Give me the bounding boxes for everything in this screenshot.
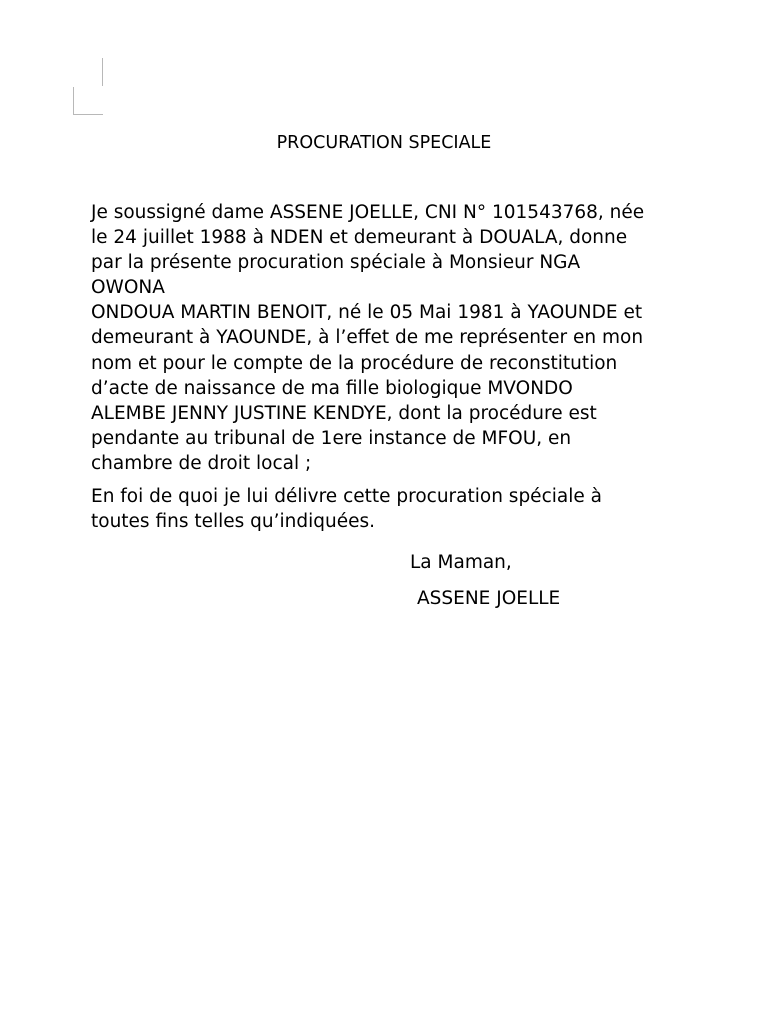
- text-line: pendante au tribunal de 1ere instance de MFOU, en: [91, 427, 572, 449]
- text-line: d’acte de naissance de ma fille biologique MVONDO: [91, 377, 573, 399]
- text-line: OWONA: [91, 277, 165, 299]
- text-line: nom et pour le compte de la procédure de reconstitution: [91, 352, 618, 374]
- crop-mark-line: [73, 87, 74, 114]
- crop-mark-line: [102, 58, 103, 86]
- paragraph-2: [91, 484, 651, 534]
- text-line: En foi de quoi je lui délivre cette procuration spéciale à: [91, 486, 602, 508]
- text-line: par la présente procuration spéciale à Monsieur NGA: [91, 252, 581, 274]
- crop-mark-line: [73, 114, 103, 115]
- text-line: le 24 juillet 1988 à NDEN et demeurant à DOUALA, donne: [91, 227, 628, 249]
- document-body: [91, 200, 651, 534]
- text-line: chambre de droit local ;: [91, 452, 312, 474]
- text-line: ALEMBE JENNY JUSTINE KENDYE, dont la procédure est: [91, 402, 597, 424]
- signature-role: La Maman,: [410, 552, 512, 573]
- paragraph-1: [91, 200, 651, 476]
- text-line: toutes fins telles qu’indiquées.: [91, 511, 376, 533]
- text-line: demeurant à YAOUNDE, à l’effet de me représenter en mon: [91, 327, 644, 349]
- text-line: ONDOUA MARTIN BENOIT, né le 05 Mai 1981 à YAOUNDE et: [91, 302, 643, 324]
- signature-name: ASSENE JOELLE: [417, 588, 561, 609]
- paragraph-spacer: [91, 476, 651, 484]
- page-title: PROCURATION SPECIALE: [276, 133, 492, 153]
- crop-mark: [73, 58, 103, 115]
- text-line: Je soussigné dame ASSENE JOELLE, CNI N° 101543768, née: [91, 202, 645, 223]
